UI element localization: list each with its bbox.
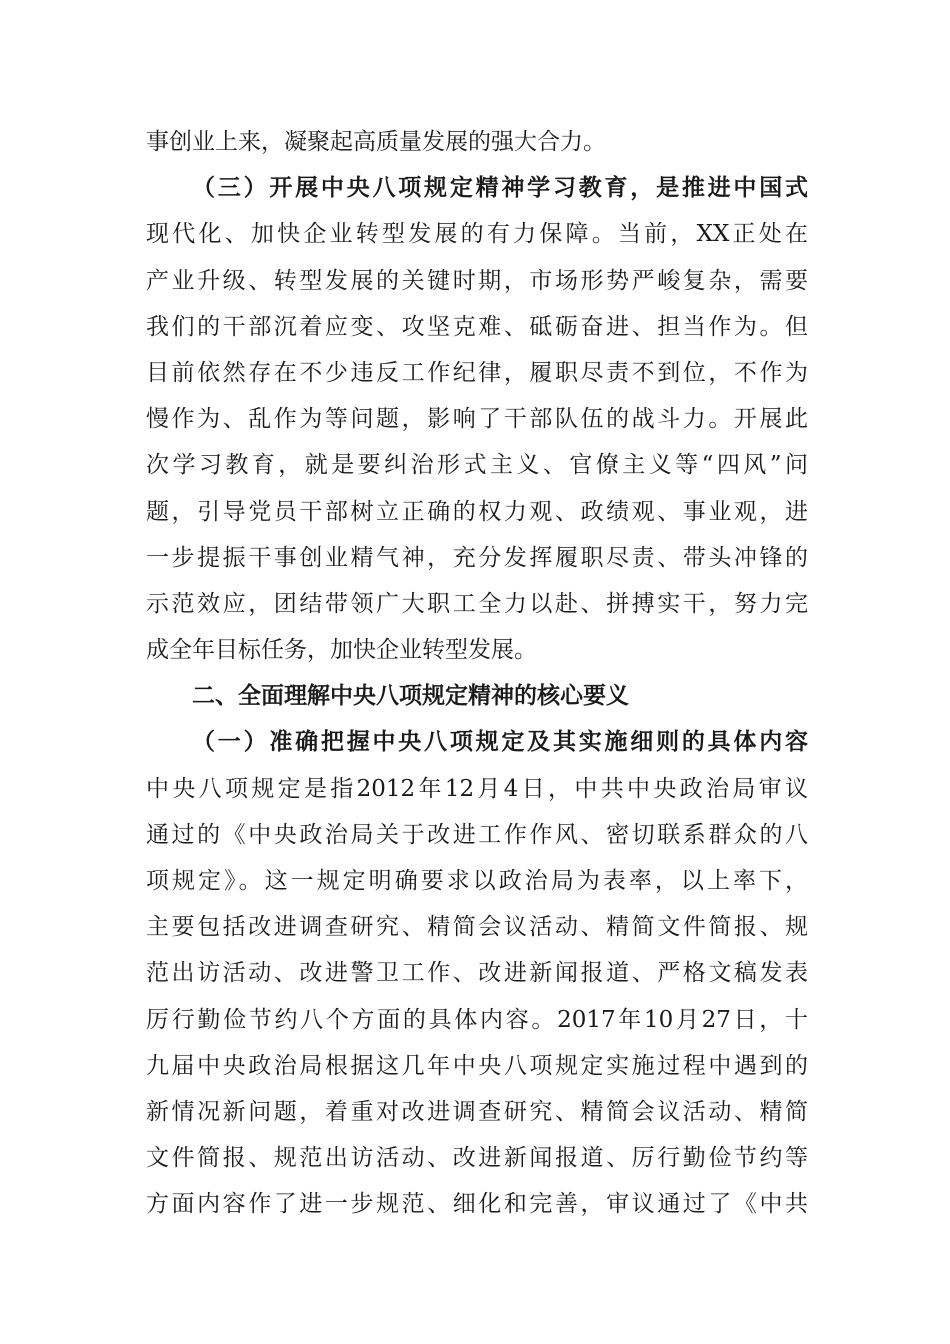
paragraph-line: 我们的干部沉着应变、攻坚克难、砥砺奋进、担当作为。但 (146, 313, 808, 340)
paragraph-line: 主要包括改进调查研究、精简会议活动、精简文件简报、规 (146, 914, 808, 941)
paragraph-line: 题，引导党员干部树立正确的权力观、政绩观、事业观，进 (146, 498, 808, 525)
paragraph-line: 次学习教育，就是要纠治形式主义、官僚主义等“四风”问 (146, 452, 808, 479)
paragraph-line: 新情况新问题，着重对改进调查研究、精简会议活动、精简 (146, 1098, 808, 1125)
subsection-heading-1: （一）准确把握中央八项规定及其实施细则的具体内容 (192, 728, 808, 756)
paragraph-line: 中央八项规定是指2012年12月4日，中共中央政治局审议 (146, 775, 808, 802)
paragraph-line: 文件简报、规范出访活动、改进新闻报道、厉行勤俭节约等 (146, 1145, 808, 1172)
paragraph-line: 慢作为、乱作为等问题，影响了干部队伍的战斗力。开展此 (146, 406, 808, 433)
paragraph-line: 一步提振干事创业精气神，充分发挥履职尽责、带头冲锋的 (146, 544, 808, 571)
paragraph-line: 示范效应，团结带领广大职工全力以赴、拼搏实干，努力完 (146, 590, 808, 617)
paragraph-line: 方面内容作了进一步规范、细化和完善，审议通过了《中共 (146, 1191, 808, 1218)
paragraph-line: 成全年目标任务，加快企业转型发展。 (146, 637, 537, 664)
paragraph-line: 产业升级、转型发展的关键时期，市场形势严峻复杂，需要 (146, 267, 808, 294)
subsection-heading-3: （三）开展中央八项规定精神学习教育，是推进中国式 (192, 174, 808, 202)
paragraph-line: 目前依然存在不少违反工作纪律，履职尽责不到位，不作为 (146, 359, 808, 386)
paragraph-line: 项规定》。这一规定明确要求以政治局为表率，以上率下， (146, 868, 808, 894)
paragraph-line: 事创业上来，凝聚起高质量发展的强大合力。 (146, 129, 606, 155)
paragraph-line: 现代化、加快企业转型发展的有力保障。当前，XX正处在 (146, 221, 808, 248)
document-body (146, 119, 808, 1228)
paragraph-line: 通过的《中央政治局关于改进工作作风、密切联系群众的八 (146, 821, 808, 848)
paragraph-line: 厉行勤俭节约八个方面的具体内容。2017年10月27日，十 (146, 1006, 808, 1033)
paragraph-line: 九届中央政治局根据这几年中央八项规定实施过程中遇到的 (146, 1052, 808, 1079)
section-heading-2: 二、全面理解中央八项规定精神的核心要义 (192, 683, 629, 710)
paragraph-line: 范出访活动、改进警卫工作、改进新闻报道、严格文稿发表 (146, 960, 808, 987)
